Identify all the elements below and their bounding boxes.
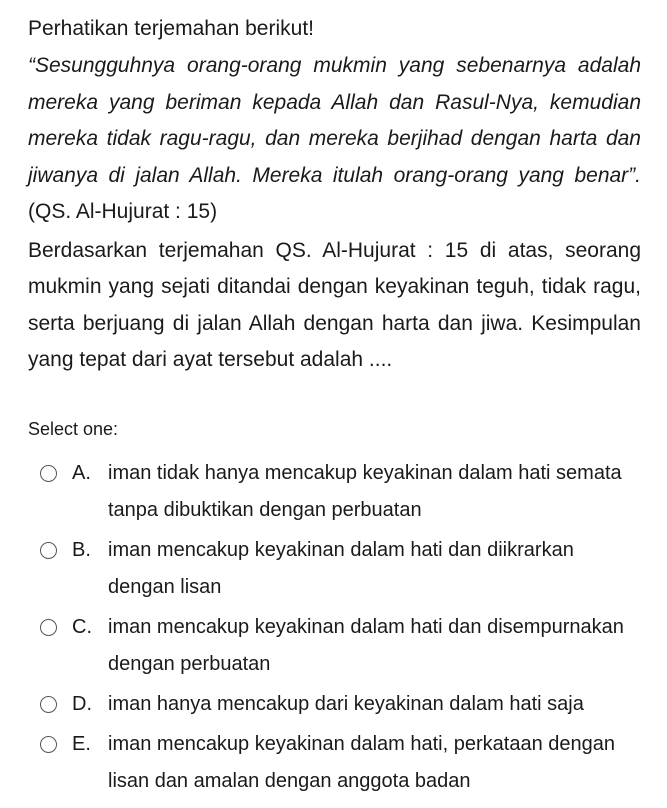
option-letter: D. [72, 692, 92, 715]
option-e[interactable] [28, 726, 641, 800]
option-text: iman tidak hanya mencakup keyakinan dalam hati semata tanpa dibuktikan dengan perbuatan [108, 461, 622, 521]
radio-button-c[interactable] [40, 619, 57, 636]
question-text: Berdasarkan terjemahan QS. Al-Hujurat : 15 di atas, seorang mukmin yang sejati ditandai dengan keyakinan teguh, tidak ragu, serta berjuang di jalan Allah dengan harta dan jiwa. Kesimpulan yang tepat dari ayat tersebut adalah .... [28, 238, 641, 371]
option-letter: B. [72, 538, 91, 561]
option-text: iman mencakup keyakinan dalam hati dan disempurnakan dengan perbuatan [108, 615, 624, 675]
option-letter: C. [72, 615, 92, 638]
radio-button-d[interactable] [40, 696, 57, 713]
radio-button-b[interactable] [40, 542, 57, 559]
select-one-label: Select one: [28, 418, 119, 439]
option-text: iman hanya mencakup dari keyakinan dalam hati saja [108, 692, 584, 715]
question-heading: Perhatikan terjemahan berikut! [28, 17, 314, 40]
option-letter: A. [72, 461, 91, 484]
option-b[interactable] [28, 532, 641, 606]
option-d[interactable] [28, 686, 641, 723]
radio-button-e[interactable] [40, 736, 57, 753]
option-text: iman mencakup keyakinan dalam hati, perkataan dengan lisan dan amalan dengan anggota badan [108, 732, 615, 792]
option-letter: E. [72, 732, 91, 755]
quote-text: “Sesungguhnya orang-orang mukmin yang sebenarnya adalah mereka yang beriman kepada Allah dan Rasul-Nya, kemudian mereka tidak ragu-ragu, dan mereka berjihad dengan harta dan jiwanya di jalan Allah. Mereka itulah orang-orang yang benar”. [28, 54, 641, 187]
option-c[interactable] [28, 609, 641, 683]
radio-button-a[interactable] [40, 465, 57, 482]
quote-reference: (QS. Al-Hujurat : 15) [28, 200, 218, 223]
option-a[interactable] [28, 455, 641, 529]
option-text: iman mencakup keyakinan dalam hati dan diikrarkan dengan lisan [108, 538, 574, 598]
answer-options [28, 455, 641, 800]
quote-paragraph [28, 48, 641, 231]
